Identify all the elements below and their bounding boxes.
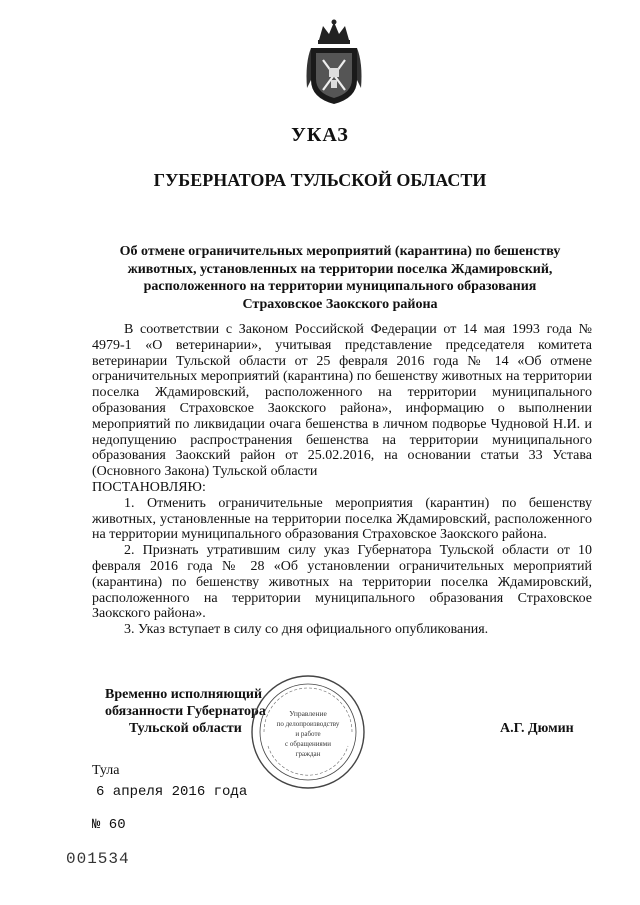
stamp-line: Управление bbox=[289, 709, 327, 718]
heading-line: животных, установленных на территории поселка Ждамировский, bbox=[127, 261, 553, 277]
decree-word: ПОСТАНОВЛЯЮ: bbox=[92, 479, 206, 495]
decree-item-3: 3. Указ вступает в силу со дня официального опубликования. bbox=[124, 622, 489, 638]
decree-number: № 60 bbox=[92, 817, 126, 833]
signatory-name: А.Г. Дюмин bbox=[500, 721, 574, 736]
heading-line: Страховское Заокского района bbox=[242, 296, 438, 312]
preamble-paragraph: В соответствии с Законом Российской Федерации от 14 мая 1993 года № 4979-1 «О ветеринарии», учитывая представление председателя комитета ветеринарии Тульской области от 25 февраля 2016 года № 14 «Об отмене ограничительных мероприятий (карантина) по бешенству животных на территории поселка Ждамировский, расположенного на территории муниципального образования Страховское Заокского района», информацию о выполнении мероприятий по ликвидации очага бешенства в личном подворье Чудновой Н.И. и недопущению распространения бешенства на территории муниципального образования Заокский район от 25.02.2016, на основании статьи 33 Устава (Основного Закона) Тульской области bbox=[92, 322, 592, 480]
issue-city: Тула bbox=[92, 763, 120, 778]
official-stamp bbox=[248, 672, 368, 792]
heading-line: расположенного на территории муниципального образования bbox=[143, 279, 537, 294]
stamp-line: по делопроизводству bbox=[276, 720, 340, 728]
issue-date: 6 апреля 2016 года bbox=[96, 784, 248, 800]
position-line: Тульской области bbox=[129, 721, 242, 736]
document-subtitle: ГУБЕРНАТОРА ТУЛЬСКОЙ ОБЛАСТИ bbox=[153, 170, 487, 190]
document-title: УКАЗ bbox=[291, 124, 349, 146]
decree-item-2: 2. Признать утратившим силу указ Губернатора Тульской области от 10 февраля 2016 года № 28 «Об установлении ограничительных мероприятий (карантина) по бешенству животных на территории поселка Ждамировский, расположенного на территории муниципального образования Страховское Заокского района». bbox=[92, 543, 592, 622]
stamp-line: с обращениями bbox=[285, 740, 331, 748]
stamp-line: граждан bbox=[295, 750, 321, 758]
position-line: обязанности Губернатора bbox=[105, 704, 266, 719]
decree-heading bbox=[100, 243, 580, 313]
signatory-position bbox=[105, 686, 266, 737]
stamp-line: и работе bbox=[295, 730, 321, 738]
serial-number: 001534 bbox=[66, 850, 130, 868]
coat-of-arms-emblem bbox=[303, 18, 365, 106]
position-line: Временно исполняющий bbox=[105, 687, 263, 702]
decree-body bbox=[92, 322, 592, 638]
heading-line: Об отмене ограничительных мероприятий (карантина) по бешенству bbox=[119, 244, 561, 259]
decree-item-1: 1. Отменить ограничительные мероприятия (карантин) по бешенству животных, установленные на территории поселка Ждамировский, расположенного на территории муниципального образования Страховское Заокского района. bbox=[92, 495, 592, 543]
